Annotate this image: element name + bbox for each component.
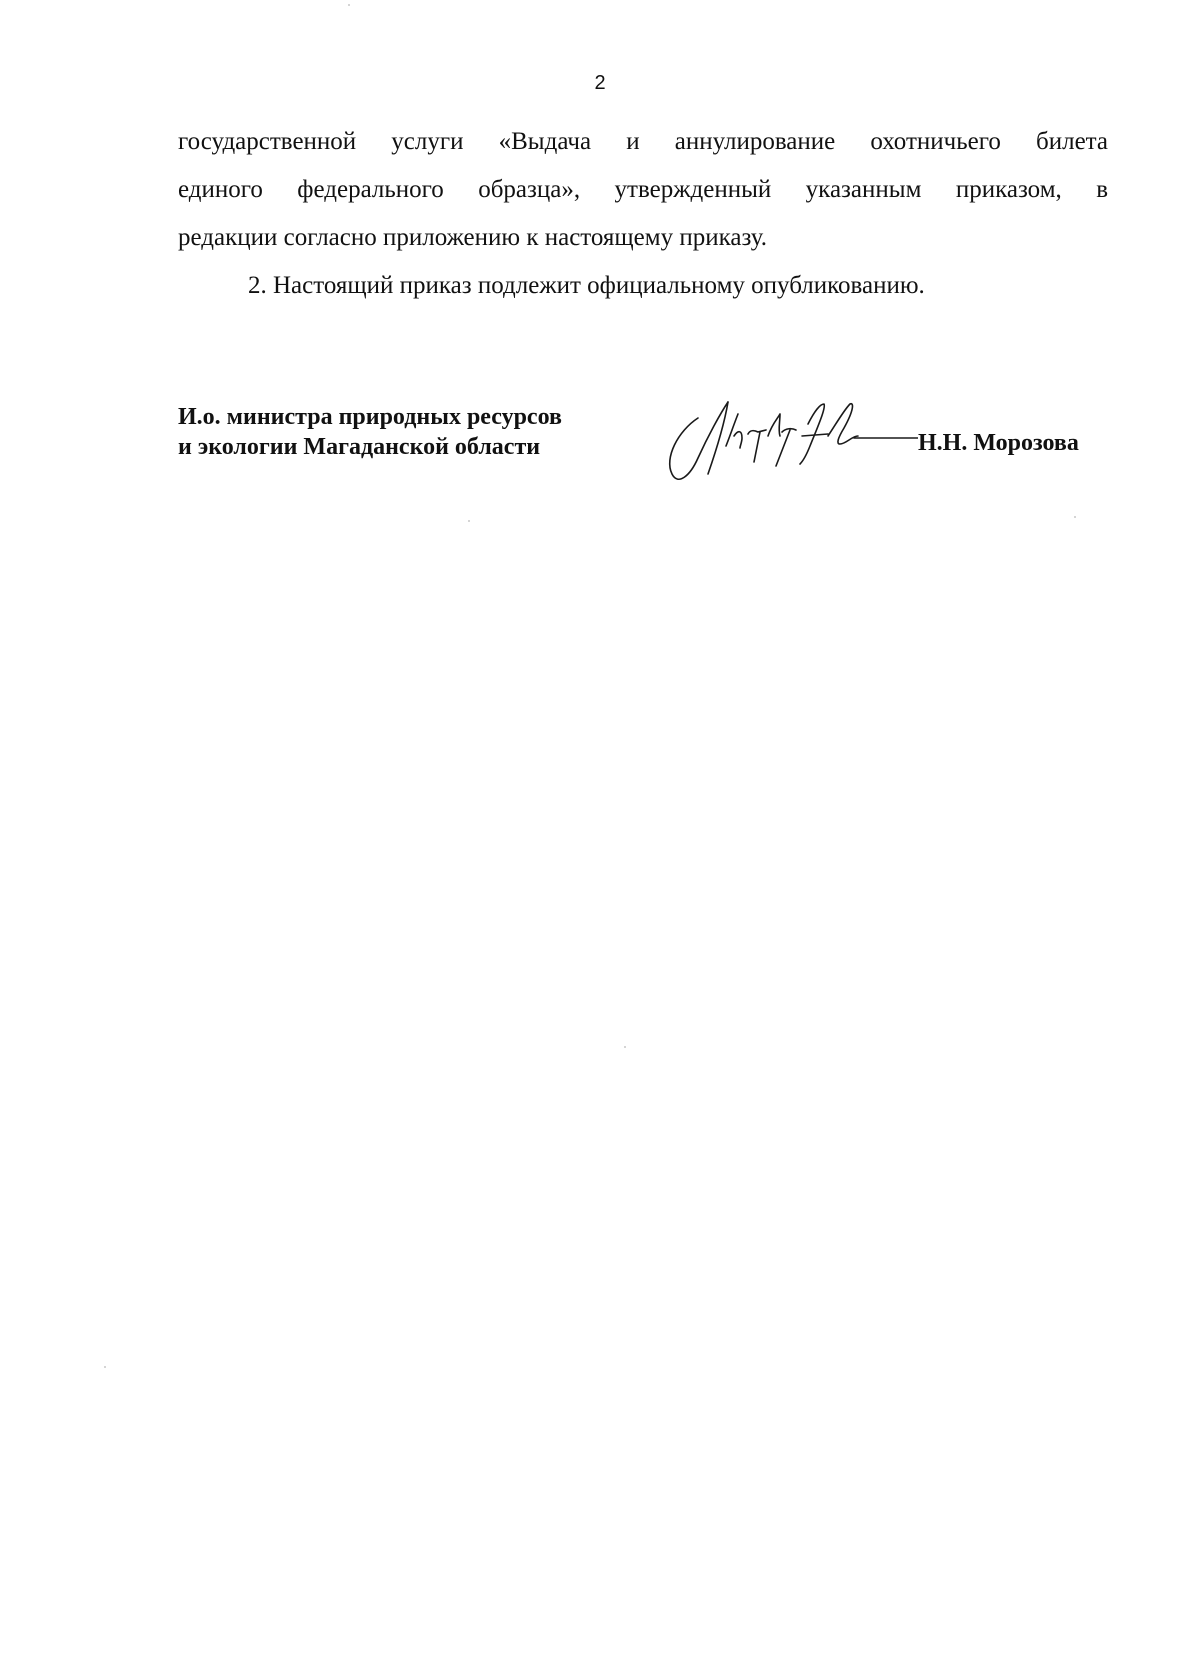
signatory-title — [178, 402, 648, 462]
paragraph-1-line-3: редакции согласно приложению к настоящему приказу. — [178, 224, 768, 251]
paragraph-1-line-2: единого федерального образца», утвержденный указанным приказом, в — [178, 176, 1108, 203]
signatory-title-line-2: и экологии Магаданской области — [178, 434, 541, 460]
signatory-title-line-1: И.о. министра природных ресурсов — [178, 404, 562, 430]
handwritten-signature — [668, 396, 918, 506]
signatory-name: Н.Н. Морозова — [918, 430, 1079, 456]
paragraph-1 — [178, 118, 1108, 262]
body-text — [178, 118, 1108, 310]
page-number: 2 — [594, 72, 606, 94]
paragraph-2: 2. Настоящий приказ подлежит официальному опубликованию. — [248, 272, 925, 299]
paragraph-1-line-1: государственной услуги «Выдача и аннулирование охотничьего билета — [178, 128, 1108, 155]
